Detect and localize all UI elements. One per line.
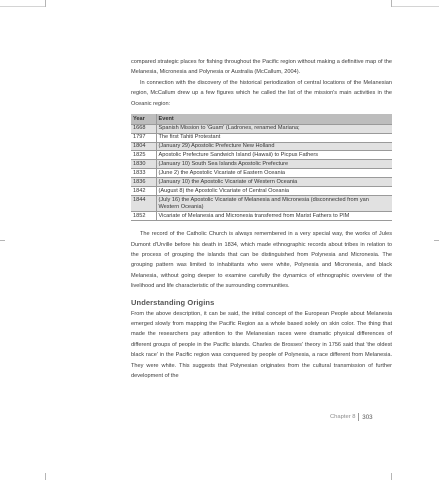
table-cell-year: 1842 <box>131 187 156 196</box>
table-cell-year: 1797 <box>131 133 156 142</box>
table-row <box>131 178 392 187</box>
table-cell-year: 1668 <box>131 124 156 133</box>
table-cell-year: 1804 <box>131 142 156 151</box>
event-column-header: Event <box>156 114 392 124</box>
body-paragraph-origins: From the above description, it can be said, the initial concept of the European People about Melanesia emerged slowly from mapping the Pacific Region as a whole based solely on skin color. The thing that made the researchers pay attention to the Melanesian races were dramatic physical differences of different groups of people in the Pacific islands. Charles de Brosses' theory in 1756 said that 'the oldest black race' in the Pacific region was conquered by people of Polynesia, a race different from Melanesia. They were white. This suggests that Polynesian originates from the cultural transmission of further development of the <box>131 310 392 380</box>
table-row <box>131 212 392 221</box>
chapter-label: Chapter 8 <box>330 414 356 420</box>
table-cell-year: 1825 <box>131 151 156 160</box>
crop-mark-top-left <box>45 0 46 7</box>
table-cell-event: (January 10) the Apostolic Vicariate of Western Oceania <box>156 178 392 187</box>
crop-mark-right-mid <box>434 240 439 241</box>
crop-mark-left-mid <box>0 240 5 241</box>
table-cell-year: 1852 <box>131 212 156 221</box>
table-cell-event: (August 8) the Apostolic Vicariate of Central Oceania <box>156 187 392 196</box>
table-row <box>131 169 392 178</box>
body-paragraph-catholic-record: The record of the Catholic Church is always remembered in a very special way, the works of Jules Dumont d'Urville before his death in 1834, which made ethnographic records about tribes in relation to the process of grouping the islands that can be distinguished from Polynesia and Micronesia. The grouping pattern was limited to inhabitants who were white, Polynesia and Micronesia, and black Melanesia, without going deeper to examine carefully the dynamics of ethnographic overview of the livelihood and life characteristic of the surrounding communities. <box>131 231 392 290</box>
table-cell-year: 1836 <box>131 178 156 187</box>
intro-paragraph-2: In connection with the discovery of the historical periodization of central locations of the Melanesian region, McCallum drew up a few figures which he called the list of the mission's main activities in the Oceanic region: <box>131 79 392 107</box>
table-cell-event: (June 2) the Apostolic Vicariate of Eastern Oceania <box>156 169 392 178</box>
table-cell-year: 1830 <box>131 160 156 169</box>
table-cell-year: 1833 <box>131 169 156 178</box>
table-row <box>131 160 392 169</box>
table-cell-event: (January 10) South Sea Islands Apostolic Prefecture <box>156 160 392 169</box>
table-cell-event: The first Tahiti Protestant <box>156 133 392 142</box>
footer-divider <box>358 413 359 421</box>
table-cell-event: (January 29) Apostolic Prefecture New Holland <box>156 142 392 151</box>
page-content <box>131 57 392 381</box>
intro-paragraph-1: compared strategic places for fishing throughout the Pacific region without making a definitive map of the Melanesia, Micronesia and Polynesia or Australia (McCallum, 2004). <box>131 59 392 76</box>
table-header-row <box>131 114 392 124</box>
section-heading: Understanding Origins <box>131 297 215 307</box>
table-cell-year: 1844 <box>131 196 156 212</box>
table-cell-event: (July 16) the Apostolic Vicariate of Melanesia and Micronesia (disconnected from yan Western Oceania) <box>156 196 392 212</box>
crop-mark-top-edge-right <box>392 6 439 7</box>
page-footer <box>330 413 373 421</box>
table-row <box>131 124 392 133</box>
table-row <box>131 142 392 151</box>
crop-mark-bottom-left <box>45 473 46 480</box>
table-cell-event: Spanish Mission to 'Guam' (Ladrones, renamed Mariana; <box>156 124 392 133</box>
table-cell-event: Vicariate of Melanesia and Micronesia transferred from Marist Fathers to PIM <box>156 212 392 221</box>
table-cell-event: Apostolic Prefecture Sandwich Island (Hawaii) to Picpus Fathers <box>156 151 392 160</box>
table-row <box>131 133 392 142</box>
table-row <box>131 196 392 212</box>
page-number: 303 <box>362 413 373 421</box>
crop-mark-top-edge-left <box>0 6 45 7</box>
crop-mark-bottom-right <box>391 473 392 480</box>
table-row <box>131 151 392 160</box>
year-column-header: Year <box>131 114 156 124</box>
table-row <box>131 187 392 196</box>
mission-events-table <box>131 114 392 221</box>
